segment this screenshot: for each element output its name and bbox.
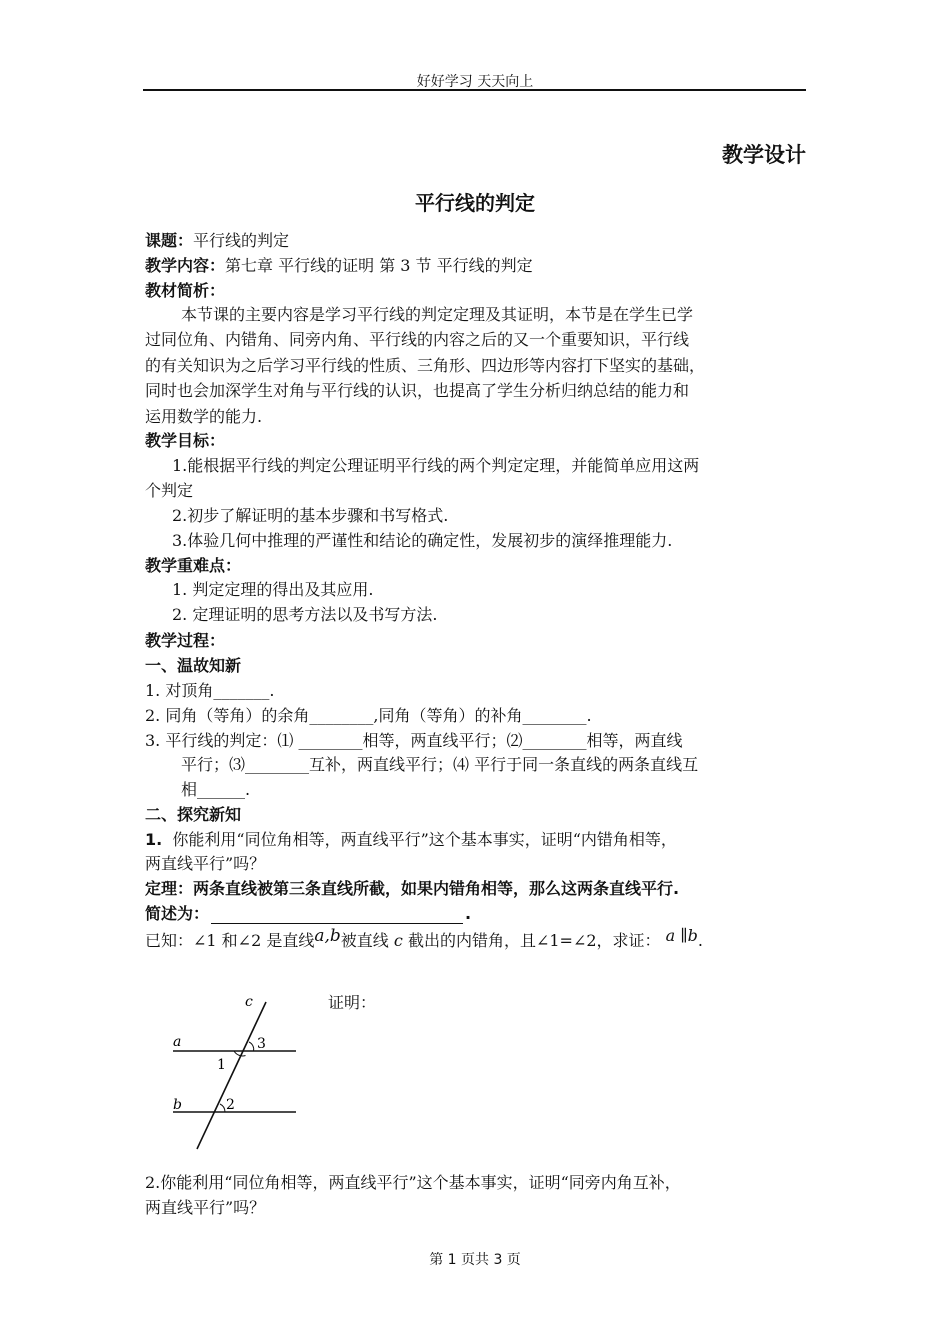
question-1 <box>145 827 677 850</box>
page-footer: 第 1 页共 3 页 <box>429 1252 521 1268</box>
content-line <box>145 253 533 276</box>
review-item: 相______. <box>181 780 251 799</box>
keypoint-item: 2. 定理证明的思考方法以及书写方法. <box>172 605 438 624</box>
angle-2-arc <box>220 1104 225 1112</box>
review-item: 平行；⑶________互补，两直线平行；⑷ 平行于同一条直线的两条直线互 <box>181 755 699 774</box>
label-angle-2: 2 <box>226 1097 235 1113</box>
label-b: b <box>173 1097 182 1113</box>
question-1-line: 两直线平行”吗？ <box>145 854 266 873</box>
label-c: c <box>245 994 253 1010</box>
page-title: 平行线的判定 <box>415 191 535 215</box>
review-heading: 一、温故知新 <box>145 656 242 675</box>
review-item: 2. 同角（等角）的余角________,同角（等角）的补角________. <box>145 706 592 725</box>
goal-item: 1.能根据平行线的判定公理证明平行线的两个判定定理，并能简单应用这两 <box>172 456 700 475</box>
question-2-line: 2.你能利用“同位角相等，两直线平行”这个基本事实，证明“同旁内角互补， <box>145 1173 681 1192</box>
given-part: 已知：∠1 和∠2 是直线 <box>145 931 315 950</box>
header-rule <box>143 89 806 91</box>
brief-end: . <box>465 904 472 923</box>
line-c <box>197 1002 266 1149</box>
question-2-line: 两直线平行”吗？ <box>145 1198 266 1217</box>
theorem-statement: 定理：两条直线被第三条直线所截，如果内错角相等，那么这两条直线平行. <box>145 879 680 898</box>
goal-item: 3.体验几何中推理的严谨性和结论的确定性，发展初步的演绎推理能力. <box>172 531 673 550</box>
given-conclusion: a ∥b <box>665 926 698 945</box>
content-value: 第七章 平行线的证明 第 3 节 平行线的判定 <box>225 256 533 275</box>
topic-value: 平行线的判定 <box>193 231 290 250</box>
process-label: 教学过程： <box>145 631 226 650</box>
explore-heading: 二、探究新知 <box>145 805 242 824</box>
given-statement <box>145 928 703 951</box>
document-type: 教学设计 <box>722 143 806 167</box>
analysis-line: 运用数学的能力. <box>145 407 263 426</box>
question-1-text: 你能利用“同位角相等，两直线平行”这个基本事实，证明“内错角相等， <box>172 830 677 849</box>
page-header: 好好学习 天天向上 <box>416 74 534 90</box>
analysis-line: 的有关知识为之后学习平行线的性质、三角形、四边形等内容打下坚实的基础， <box>145 356 706 375</box>
angle-3-arc <box>249 1042 254 1051</box>
given-part: 被直线 <box>340 931 389 950</box>
analysis-line: 过同位角、内错角、同旁内角、平行线的内容之后的又一个重要知识，平行线 <box>145 330 690 349</box>
proof-label: 证明： <box>328 993 377 1012</box>
given-lines-ab: a,b <box>314 926 341 946</box>
content-label: 教学内容： <box>145 256 226 275</box>
topic-line <box>145 228 289 251</box>
parallel-lines-figure <box>165 992 305 1152</box>
analysis-line: 同时也会加深学生对角与平行线的认识，也提高了学生分析归纳总结的能力和 <box>145 381 690 400</box>
question-1-number: 1. <box>145 830 163 849</box>
given-line-c: c <box>393 931 403 950</box>
goal-item: 个判定 <box>145 481 194 500</box>
label-a: a <box>173 1034 182 1050</box>
brief-blank[interactable] <box>211 907 463 924</box>
brief-label: 简述为： <box>145 904 210 923</box>
keypoints-label: 教学重难点： <box>145 556 242 575</box>
review-item: 1. 对顶角_______. <box>145 681 275 700</box>
label-angle-1: 1 <box>217 1057 226 1073</box>
given-end: . <box>697 931 703 950</box>
brief-line <box>145 901 471 924</box>
goal-item: 2.初步了解证明的基本步骤和书写格式. <box>172 506 449 525</box>
analysis-line: 本节课的主要内容是学习平行线的判定定理及其证明，本节是在学生已学 <box>181 305 694 324</box>
keypoint-item: 1. 判定定理的得出及其应用. <box>172 580 374 599</box>
goals-label: 教学目标： <box>145 431 226 450</box>
review-item: 3. 平行线的判定：⑴ ________相等，两直线平行；⑵________相等，两直线 <box>145 731 683 750</box>
given-part: 截出的内错角，且∠1=∠2，求证： <box>407 931 661 950</box>
analysis-label: 教材简析： <box>145 281 226 300</box>
label-angle-3: 3 <box>257 1036 266 1052</box>
topic-label: 课题： <box>145 231 194 250</box>
